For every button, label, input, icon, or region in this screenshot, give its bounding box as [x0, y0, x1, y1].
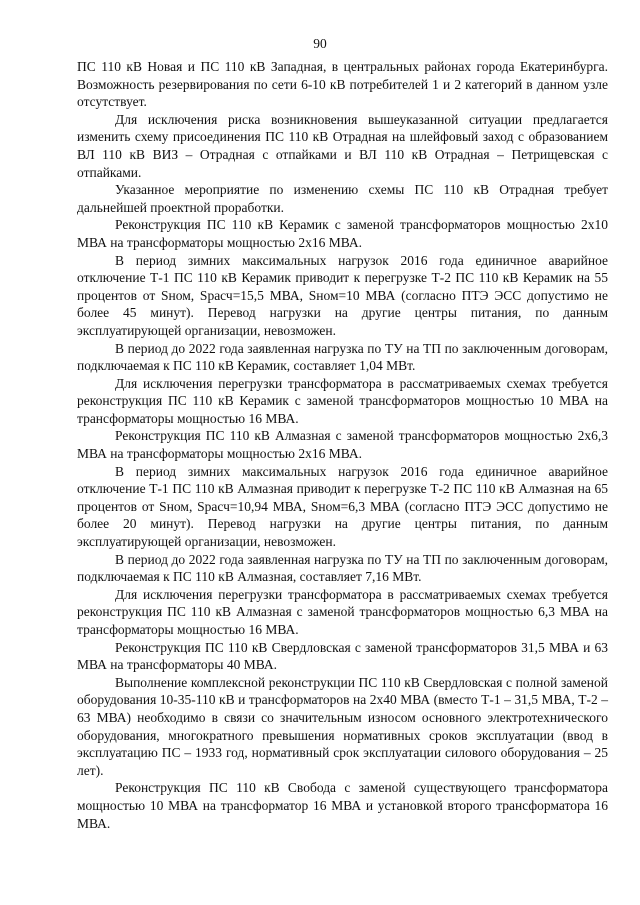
paragraph-heading-almaznaya: Реконструкция ПС 110 кВ Алмазная с заменой трансформаторов мощностью 2х6,3 МВА на трансформаторы мощностью 2х16 МВА.	[77, 428, 608, 462]
paragraph: В период до 2022 года заявленная нагрузка по ТУ на ТП по заключенным договорам, подключаемая к ПС 110 кВ Керамик, составляет 1,04 МВт.	[77, 340, 608, 374]
paragraph: Выполнение комплексной реконструкции ПС 110 кВ Свердловская с полной заменой оборудования 10-35-110 кВ и трансформаторов на 2х40 МВА (вместо Т-1 – 31,5 МВА, Т-2 – 63 МВА) необходимо в связи со значительным износом основного электротехнического оборудования, многократного превышения нормативных сроков эксплуатации (ввод в эксплуатацию ПС – 1933 год, нормативный срок эксплуатации силового оборудования – 25 лет).	[77, 674, 608, 778]
paragraph-continued: ПС 110 кВ Новая и ПС 110 кВ Западная, в центральных районах города Екатеринбурга. Возможность резервирования по сети 6-10 кВ потребителей 1 и 2 категорий в данном узле отсутствует.	[77, 59, 608, 110]
paragraph-heading-keramik: Реконструкция ПС 110 кВ Керамик с заменой трансформаторов мощностью 2х10 МВА на трансформаторы мощностью 2х16 МВА.	[77, 217, 608, 250]
page-body	[77, 58, 608, 832]
paragraph: Для исключения перегрузки трансформатора в рассматриваемых схемах требуется реконструкция ПС 110 кВ Алмазная с заменой трансформаторов мощностью 6,3 МВА на трансформаторы мощностью 16 МВА.	[77, 586, 608, 637]
paragraph: В период до 2022 года заявленная нагрузка по ТУ на ТП по заключенным договорам, подключаемая к ПС 110 кВ Алмазная, составляет 7,16 МВт.	[77, 551, 608, 585]
paragraph: В период зимних максимальных нагрузок 2016 года единичное аварийное отключение Т-1 ПС 110 кВ Алмазная приводит к перегрузке Т-2 ПС 110 кВ Алмазная на 65 процентов от Sном, Sрасч=10,94 МВА, Sном=6,3 МВА (согласно ПТЭ ЭСС допустимо не более 20 минут). Перевод нагрузки на другие центры питания, по данным эксплуатирующей организации, невозможен.	[77, 463, 608, 550]
paragraph: Для исключения перегрузки трансформатора в рассматриваемых схемах требуется реконструкция ПС 110 кВ Керамик с заменой трансформаторов мощностью 10 МВА на трансформаторы мощностью 16 МВА.	[77, 375, 608, 426]
paragraph: В период зимних максимальных нагрузок 2016 года единичное аварийное отключение Т-1 ПС 110 кВ Керамик приводит к перегрузке Т-2 ПС 110 кВ Керамик на 55 процентов от Sном, Sрасч=15,5 МВА, Sном=10 МВА (согласно ПТЭ ЭСС допустимо не более 45 минут). Перевод нагрузки на другие центры питания, по данным эксплуатирующей организации, невозможен.	[77, 252, 608, 338]
paragraph-heading-sverdlovskaya: Реконструкция ПС 110 кВ Свердловская с заменой трансформаторов 31,5 МВА и 63 МВА на трансформаторы 40 МВА.	[77, 639, 608, 673]
paragraph: Для исключения риска возникновения вышеуказанной ситуации предлагается изменить схему присоединения ПС 110 кВ Отрадная на шлейфовый заход с образованием ВЛ 110 кВ ВИЗ – Отрадная с отпайками и ВЛ 110 кВ Отрадная – Петрищевская с отпайками.	[77, 111, 608, 180]
paragraph: Указанное мероприятие по изменению схемы ПС 110 кВ Отрадная требует дальнейшей проектной проработки.	[77, 182, 608, 215]
page-number: 90	[313, 36, 327, 51]
paragraph-heading-svoboda: Реконструкция ПС 110 кВ Свобода с заменой существующего трансформатора мощностью 10 МВА на трансформатор 16 МВА и установкой второго трансформатора 16 МВА.	[77, 780, 608, 831]
